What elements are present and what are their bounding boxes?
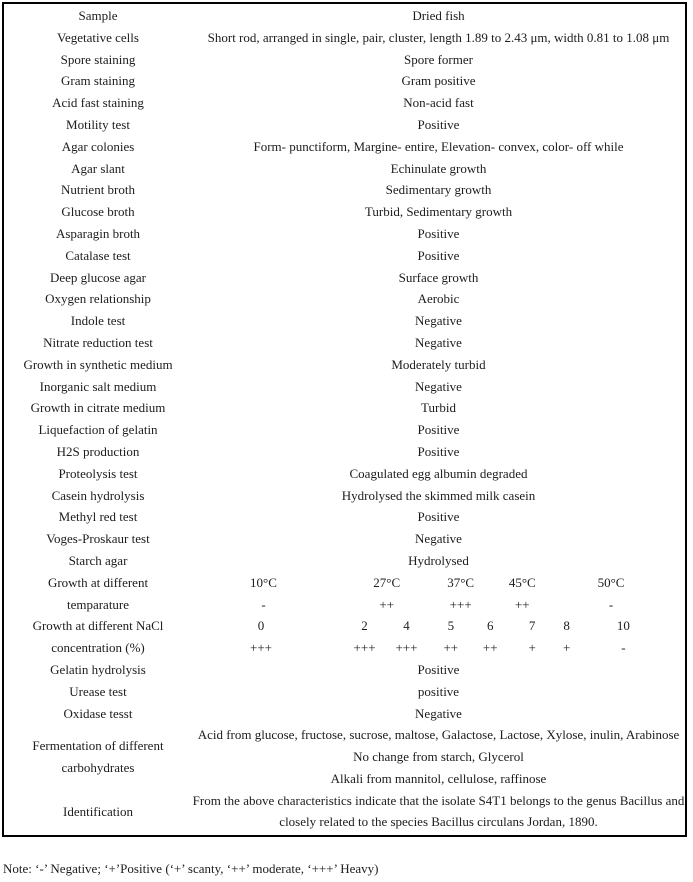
grid-value-line	[192, 594, 685, 616]
row-value: Positive	[417, 509, 460, 525]
grid-column-value: -	[608, 596, 614, 612]
row-value: Negative	[415, 313, 462, 329]
grid-column-header: 5	[447, 618, 455, 634]
row-value-line: No change from starch, Glycerol	[353, 749, 524, 765]
table-row	[4, 550, 685, 572]
grid-column-value: +++	[449, 596, 472, 612]
row-label: Voges-Proskaur test	[46, 531, 150, 547]
row-value: Gram positive	[401, 73, 476, 89]
grid-column-value: ++	[482, 640, 498, 656]
row-label: Gelatin hydrolysis	[50, 661, 146, 677]
table-row	[4, 27, 685, 49]
row-label: Proteolysis test	[58, 465, 138, 481]
table-row	[4, 615, 685, 659]
table-row	[4, 114, 685, 136]
grid-column-header: 6	[487, 618, 494, 634]
row-label: Methyl red test	[58, 509, 138, 525]
row-value: Turbid	[421, 400, 456, 416]
table-row	[4, 397, 685, 419]
row-value	[192, 724, 685, 789]
table-row	[4, 310, 685, 332]
row-label: Vegetative cells	[57, 29, 139, 45]
row-label	[4, 735, 192, 779]
row-value-line: Alkali from mannitol, cellulose, raffinose	[330, 770, 547, 786]
grid-column-value: ++	[443, 640, 459, 656]
table-row	[4, 724, 685, 789]
row-label: Agar slant	[71, 160, 125, 176]
table-row	[4, 376, 685, 398]
footnote: Note: ‘-’ Negative; ‘+’Positive (‘+’ scanty, ‘++’ moderate, ‘+++’ Heavy)	[3, 861, 379, 876]
grid-column-header: 7	[528, 618, 536, 634]
grid-column-header: 10°C	[250, 574, 277, 590]
row-value: Echinulate growth	[390, 160, 487, 176]
row-value-line: From the above characteristics indicate that the isolate S4T1 belongs to the genus Bacillus and closely related to the species Bacillus circulans Jordan, 1890.	[192, 792, 685, 830]
table-row	[4, 332, 685, 354]
row-label-line: Fermentation of different	[32, 738, 164, 754]
row-label: Nitrate reduction test	[43, 334, 153, 350]
table-row	[4, 506, 685, 528]
row-label: Growth in synthetic medium	[23, 356, 173, 372]
row-label: Indole test	[70, 313, 126, 329]
row-value-line: Acid from glucose, fructose, sucrose, maltose, Galactose, Lactose, Xylose, inulin, Arabinose	[197, 727, 680, 743]
grid-column-header: 45°C	[508, 574, 536, 590]
row-label: Oxygen relationship	[45, 291, 151, 307]
grid-column-value: ++	[379, 596, 395, 612]
grid-column-header: 50°C	[597, 574, 625, 590]
row-value: positive	[417, 683, 460, 699]
table-row	[4, 245, 685, 267]
table-row	[4, 659, 685, 681]
row-value: Short rod, arranged in single, pair, cluster, length 1.89 to 2.43 μm, width 0.81 to 1.08 μm	[207, 29, 670, 45]
row-label: Agar colonies	[61, 138, 135, 154]
grid-column-header: 2	[361, 618, 368, 634]
row-label: H2S production	[56, 443, 140, 459]
row-label: Nutrient broth	[60, 182, 135, 198]
table-row	[4, 441, 685, 463]
row-label-line: Growth at different NaCl	[32, 618, 164, 634]
row-label: Gram staining	[60, 73, 135, 89]
grid-value-line	[192, 637, 685, 659]
row-value: Positive	[417, 247, 460, 263]
row-label: Inorganic salt medium	[39, 378, 157, 394]
row-label	[4, 572, 192, 616]
table-row	[4, 158, 685, 180]
row-label: Casein hydrolysis	[51, 487, 145, 503]
grid-column-value: +++	[250, 640, 273, 656]
table-row	[4, 681, 685, 703]
row-value: Positive	[417, 443, 460, 459]
row-label: Acid fast staining	[52, 95, 144, 111]
row-value: Positive	[417, 225, 460, 241]
table-row	[4, 419, 685, 441]
row-value: Surface growth	[398, 269, 479, 285]
grid-column-value: +	[563, 640, 571, 656]
row-label-line: Identification	[62, 803, 134, 819]
row-label: Motility test	[66, 116, 130, 132]
grid-column-header: 37°C	[447, 574, 475, 590]
row-value: Negative	[415, 531, 462, 547]
table-row	[4, 179, 685, 201]
row-label: Glucose broth	[61, 204, 135, 220]
table-row	[4, 485, 685, 507]
table-row	[4, 49, 685, 71]
grid-column-header: 27°C	[373, 574, 401, 590]
row-value: Negative	[415, 334, 462, 350]
grid-column-value: +++	[395, 640, 418, 656]
grid-column-header: 4	[403, 618, 410, 634]
row-value: Form- punctiform, Margine- entire, Elevation- convex, color- off while	[253, 138, 624, 154]
grid-column-header: 10	[616, 618, 630, 634]
row-label: Asparagin broth	[55, 225, 141, 241]
table-row	[4, 354, 685, 376]
table-row	[4, 223, 685, 245]
row-value	[192, 572, 685, 616]
grid-header-line	[192, 615, 685, 637]
grid-column-value: +++	[353, 640, 376, 656]
row-value: Positive	[417, 422, 460, 438]
row-value: Moderately turbid	[391, 356, 486, 372]
row-value	[192, 615, 685, 659]
grid-column-value: -	[261, 596, 266, 612]
row-label: Deep glucose agar	[49, 269, 146, 285]
row-value: Sedimentary growth	[385, 182, 492, 198]
row-value: Turbid, Sedimentary growth	[364, 204, 513, 220]
row-value: Spore former	[404, 51, 473, 67]
row-label: Sample	[78, 8, 118, 23]
row-value: Dried fish	[412, 8, 465, 23]
row-value: Positive	[417, 116, 460, 132]
grid-column-header: 0	[257, 618, 265, 634]
grid-column-header: 8	[563, 618, 570, 634]
table-row	[4, 92, 685, 114]
row-label: Spore staining	[60, 51, 136, 67]
row-label: Liquefaction of gelatin	[38, 422, 158, 438]
row-value: Coagulated egg albumin degraded	[349, 465, 528, 481]
row-value: Hydrolysed the skimmed milk casein	[341, 487, 536, 503]
table-row	[4, 5, 685, 27]
row-value	[192, 790, 685, 834]
row-label	[4, 801, 192, 823]
row-label: Growth in citrate medium	[30, 400, 166, 416]
grid-column-value: ++	[514, 596, 530, 612]
row-label-line: Growth at different	[47, 574, 149, 590]
row-value: Non-acid fast	[403, 95, 474, 111]
table-row	[4, 267, 685, 289]
row-label-line: temparature	[66, 596, 130, 612]
row-label-line: carbohydrates	[61, 759, 135, 775]
grid-column-value: -	[621, 640, 626, 656]
grid-column-value: +	[528, 640, 536, 656]
row-label: Catalase test	[65, 247, 131, 263]
row-value: Negative	[415, 705, 462, 721]
grid-header-line	[192, 572, 685, 594]
row-value: Negative	[415, 378, 462, 394]
row-label	[4, 615, 192, 659]
table-row	[4, 288, 685, 310]
table-row	[4, 528, 685, 550]
row-label: Urease test	[69, 683, 127, 699]
table-row	[4, 790, 685, 834]
table-row	[4, 136, 685, 158]
row-label-line: concentration (%)	[51, 640, 145, 656]
table-row	[4, 70, 685, 92]
row-label: Oxidase tesst	[63, 705, 133, 721]
row-label: Starch agar	[68, 552, 128, 568]
row-value: Aerobic	[417, 291, 460, 307]
table-row	[4, 703, 685, 725]
table-row	[4, 572, 685, 616]
row-value: Hydrolysed	[408, 552, 469, 568]
characteristics-table	[2, 2, 687, 837]
table-row	[4, 201, 685, 223]
table-row	[4, 463, 685, 485]
row-value: Positive	[417, 661, 460, 677]
